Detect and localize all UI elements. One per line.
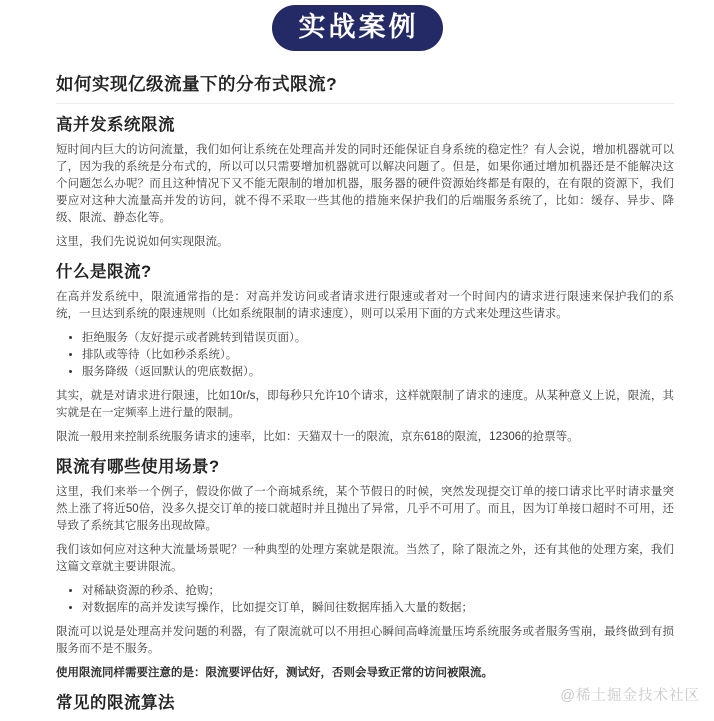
list-item: • 排队或等待（比如秒杀系统）。	[82, 347, 674, 364]
promo-badge: 实战案例	[272, 5, 443, 51]
list-item: • 拒绝服务（友好提示或者跳转到错误页面）。	[82, 330, 674, 347]
article-content	[0, 73, 714, 713]
section-heading: 常见的限流算法	[56, 694, 175, 712]
paragraph: 在高并发系统中，限流通常指的是：对高并发访问或者请求进行限速或者对一个时间内的请求进行限速来保护我们的系统，一旦达到系统的限速规则（比如系统限制的请求速度），则可以采用下面的方式来处理这些请求。	[56, 291, 674, 320]
list-item: • 服务降级（返回默认的兜底数据）。	[82, 364, 674, 381]
paragraph: 我们该如何应对这种大流量场景呢？一种典型的处理方案就是限流。当然了，除了限流之外，还有其他的处理方案，我们这篇文章就主要讲限流。	[56, 544, 674, 573]
paragraph: 限流可以说是处理高并发问题的利器，有了限流就可以不用担心瞬间高峰流量压垮系统服务或者服务雪崩，最终做到有损服务而不是不服务。	[56, 626, 674, 655]
watermark: @稀土掘金技术社区	[560, 688, 700, 704]
paragraph: 这里，我们来举一个例子，假设你做了一个商城系统，某个节假日的时候，突然发现提交订单的接口请求比平时请求量突然上涨了将近50倍，没多久提交订单的接口就超时并且抛出了异常，几乎不可用了。而且，因为订单接口超时不可用，还导致了系统其它服务出现故障。	[56, 486, 674, 532]
list-item: • 对数据库的高并发读写操作，比如提交订单，瞬间往数据库插入大量的数据；	[82, 600, 674, 617]
section-heading: 限流有哪些使用场景?	[56, 458, 220, 476]
paragraph: 这里，我们先说说如何实现限流。	[56, 236, 229, 248]
paragraph: 短时间内巨大的访问流量，我们如何让系统在处理高并发的同时还能保证自身系统的稳定性？有人会说，增加机器就可以了，因为我的系统是分布式的，所以可以只需要增加机器就可以解决问题了。但是，如果你通过增加机器还是不能解决这个问题怎么办呢？而且这种情况下又不能无限制的增加机器，服务器的硬件资源始终都是有限的，在有限的资源下，我们要应对这种大流量高并发的访问，就不得不采取一些其他的措施来保护我们的后端服务系统了，比如：缓存、异步、降级、限流、静态化等。	[56, 144, 674, 224]
paragraph: 限流一般用来控制系统服务请求的速率，比如：天猫双十一的限流，京东618的限流，12306的抢票等。	[56, 431, 579, 443]
paragraph: 其实，就是对请求进行限速，比如10r/s，即每秒只允许10个请求，这样就限制了请求的速度。从某种意义上说，限流，其实就是在一定频率上进行量的限制。	[56, 390, 674, 419]
article-title: 如何实现亿级流量下的分布式限流?	[56, 74, 338, 94]
badge-container	[0, 0, 714, 51]
section-heading: 什么是限流?	[56, 263, 152, 281]
bullet-list	[56, 330, 674, 381]
list-item: • 对稀缺资源的秒杀、抢购；	[82, 583, 674, 600]
note-paragraph: 使用限流同样需要注意的是：限流要评估好，测试好，否则会导致正常的访问被限流。	[56, 667, 493, 679]
title-divider	[56, 103, 674, 104]
section-heading: 高并发系统限流	[56, 116, 175, 134]
bullet-list	[56, 583, 674, 617]
